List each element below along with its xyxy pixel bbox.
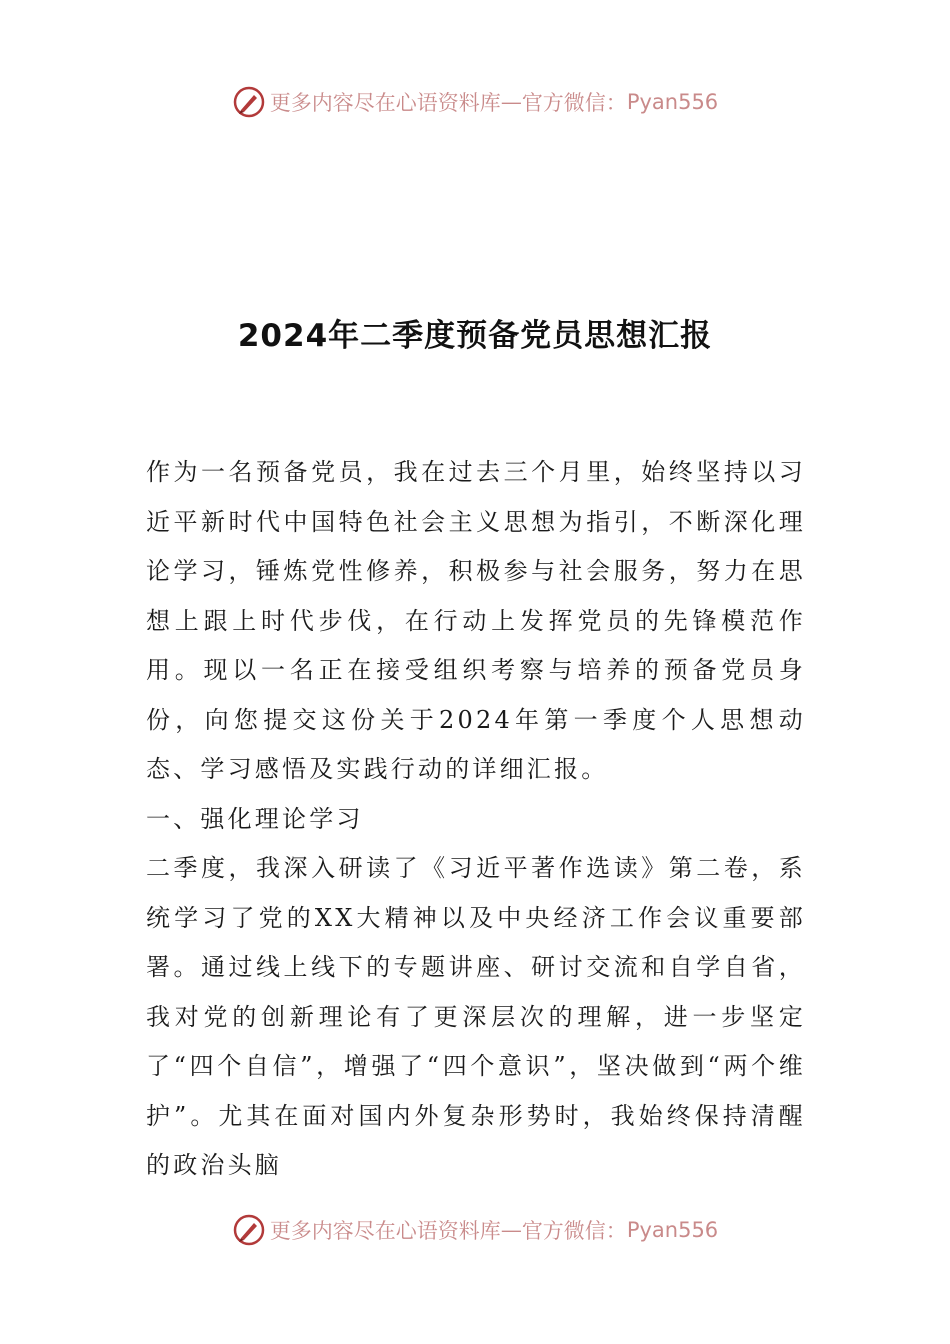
- watermark-wechat-id: Pyan556: [626, 90, 719, 114]
- watermark-wechat-id: Pyan556: [626, 1218, 719, 1242]
- document-title: 2024年二季度预备党员思想汇报: [237, 318, 713, 354]
- watermark-separator: —: [500, 90, 522, 114]
- footer-watermark: [0, 1210, 950, 1250]
- pen-logo-icon: [232, 1213, 266, 1247]
- section-heading: 一、强化理论学习: [146, 804, 364, 833]
- document-body: [146, 448, 806, 1191]
- pen-logo-icon: [232, 85, 266, 119]
- watermark-wechat-label: 官方微信：: [521, 1219, 627, 1243]
- watermark-separator: —: [500, 1218, 522, 1242]
- watermark-text: 更多内容尽在心语资料库: [269, 1219, 501, 1243]
- paragraph-intro: 作为一名预备党员，我在过去三个月里，始终坚持以习近平新时代中国特色社会主义思想为指引，不断深化理论学习，锤炼党性修养，积极参与社会服务，努力在思想上跟上时代步伐，在行动上发挥党员的先锋模范作用。现以一名正在接受组织考察与培养的预备党员身份，向您提交这份关于2024年第一季度个人思想动态、学习感悟及实践行动的详细汇报。: [146, 458, 806, 783]
- watermark-text: 更多内容尽在心语资料库: [269, 91, 501, 115]
- paragraph-theory: 二季度，我深入研读了《习近平著作选读》第二卷，系统学习了党的XX大精神以及中央经济工作会议重要部署。通过线上线下的专题讲座、研讨交流和自学自省，我对党的创新理论有了更深层次的理解，进一步坚定了“四个自信”，增强了“四个意识”，坚决做到“两个维护”。尤其在面对国内外复杂形势时，我始终保持清醒的政治头脑: [146, 854, 806, 1179]
- header-watermark: [0, 82, 950, 122]
- watermark-wechat-label: 官方微信：: [521, 91, 627, 115]
